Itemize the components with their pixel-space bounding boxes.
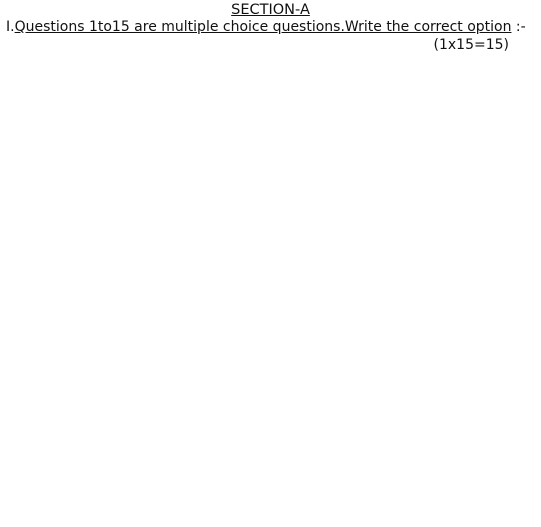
question-10	[0, 400, 541, 418]
question-8	[0, 327, 541, 345]
question-7-options	[0, 309, 541, 327]
question-5	[0, 200, 541, 218]
question-12-options	[0, 509, 541, 527]
question-12	[0, 473, 541, 491]
question-9	[0, 363, 541, 381]
question-7-continuation	[0, 291, 541, 309]
question-5-options	[0, 218, 541, 236]
question-4	[0, 163, 541, 181]
question-1	[0, 54, 541, 72]
question-3-options	[0, 145, 541, 163]
question-4-options	[0, 181, 541, 199]
question-3	[0, 127, 541, 145]
question-6	[0, 236, 541, 254]
question-2	[0, 90, 541, 108]
question-6-options	[0, 254, 541, 272]
question-7	[0, 272, 541, 290]
question-8-options	[0, 345, 541, 363]
question-1-options	[0, 72, 541, 90]
instruction-suffix: :-	[511, 19, 526, 35]
question-list	[0, 54, 541, 527]
section-title: SECTION-A	[231, 2, 310, 18]
question-10-options	[0, 418, 541, 436]
question-12-continuation	[0, 491, 541, 509]
instruction-prefix: I.	[6, 19, 15, 35]
marks-allocation: (1x15=15)	[433, 37, 509, 53]
question-11-options	[0, 454, 541, 472]
question-9-options	[0, 382, 541, 400]
instruction-text: Questions 1to15 are multiple choice questions.Write the correct option	[14, 19, 512, 35]
question-2-options	[0, 109, 541, 127]
instruction-line	[6, 18, 526, 36]
question-11	[0, 436, 541, 454]
